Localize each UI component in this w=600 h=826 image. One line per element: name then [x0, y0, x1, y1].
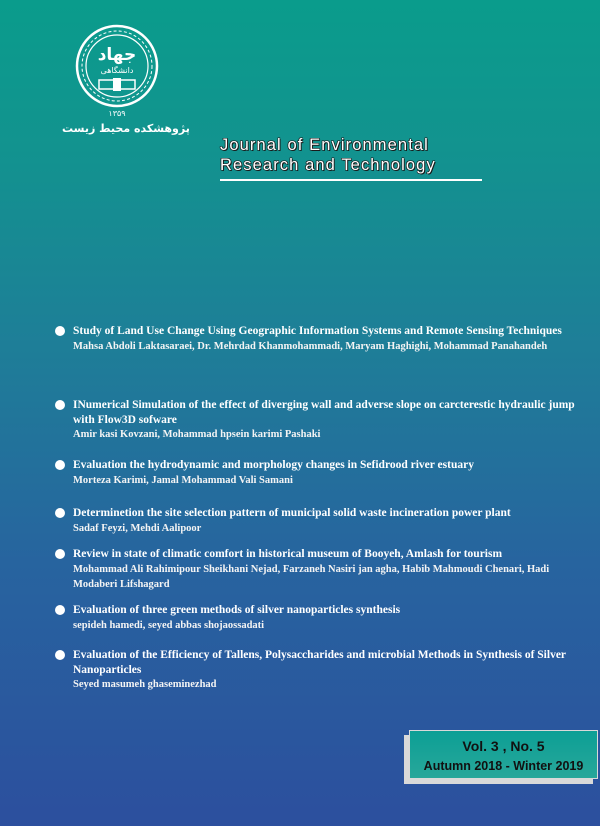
volume-number: Vol. 3 , No. 5 [462, 738, 545, 754]
bullet-icon [55, 400, 65, 410]
article-item [55, 324, 575, 354]
journal-title-line-1: Journal of Environmental [220, 136, 429, 154]
logo-wordmark: جهاد [97, 45, 137, 65]
bullet-icon [55, 508, 65, 518]
article-item [55, 547, 575, 592]
article-title: Determinetion the site selection pattern of municipal solid waste incineration power plant [73, 507, 511, 519]
article-title: INumerical Simulation of the effect of diverging wall and adverse slope on carcterestic hydraulic jump with Flow3D sofware [73, 399, 575, 426]
article-item [55, 603, 575, 633]
article-authors: Mahsa Abdoli Laktasaraei, Dr. Mehrdad Khanmohammadi, Maryam Haghighi, Mohammad Panahandeh [73, 340, 548, 352]
article-authors: sepideh hamedi, seyed abbas shojaossadati [73, 619, 265, 631]
article-title: Evaluation of the Efficiency of Tallens, Polysaccharides and microbial Methods in Synthesis of Silver Nanoparticles [73, 649, 566, 676]
journal-title-line-2: Research and Technology [220, 156, 436, 174]
article-item [55, 458, 575, 488]
article-title: Study of Land Use Change Using Geographic Information Systems and Remote Sensing Techniques [73, 325, 562, 337]
bullet-icon [55, 460, 65, 470]
bullet-icon [55, 650, 65, 660]
issue-info-box [409, 730, 598, 779]
article-authors: Amir kasi Kovzani, Mohammad hpsein karimi Pashaki [73, 429, 321, 440]
article-item [55, 506, 575, 536]
issue-period: Autumn 2018 - Winter 2019 [423, 759, 584, 773]
article-authors: Mohammad Ali Rahimipour Sheikhani Nejad, Farzaneh Nasiri jan agha, Habib Mahmoudi Chenari, Hadi Modaberi Lifshagard [73, 563, 550, 590]
article-authors: Morteza Karimi, Jamal Mohammad Vali Samani [73, 474, 293, 486]
article-authors: Sadaf Feyzi, Mehdi Aalipoor [73, 522, 202, 534]
logo-year: ۱۳۵۹ [108, 109, 126, 118]
article-title: Review in state of climatic comfort in historical museum of Booyeh, Amlash for tourism [73, 548, 503, 560]
bullet-icon [55, 326, 65, 336]
article-item [55, 398, 575, 442]
logo-subtext: دانشگاهی [100, 66, 134, 75]
article-authors: Seyed masumeh ghaseminezhad [73, 679, 217, 690]
institute-caption: پژوهشکده محیط زیست [62, 122, 190, 135]
bullet-icon [55, 605, 65, 615]
article-title: Evaluation the hydrodynamic and morphology changes in Sefidrood river estuary [73, 459, 474, 471]
bullet-icon [55, 549, 65, 559]
article-item [55, 648, 575, 692]
article-title: Evaluation of three green methods of silver nanoparticles synthesis [73, 604, 401, 616]
